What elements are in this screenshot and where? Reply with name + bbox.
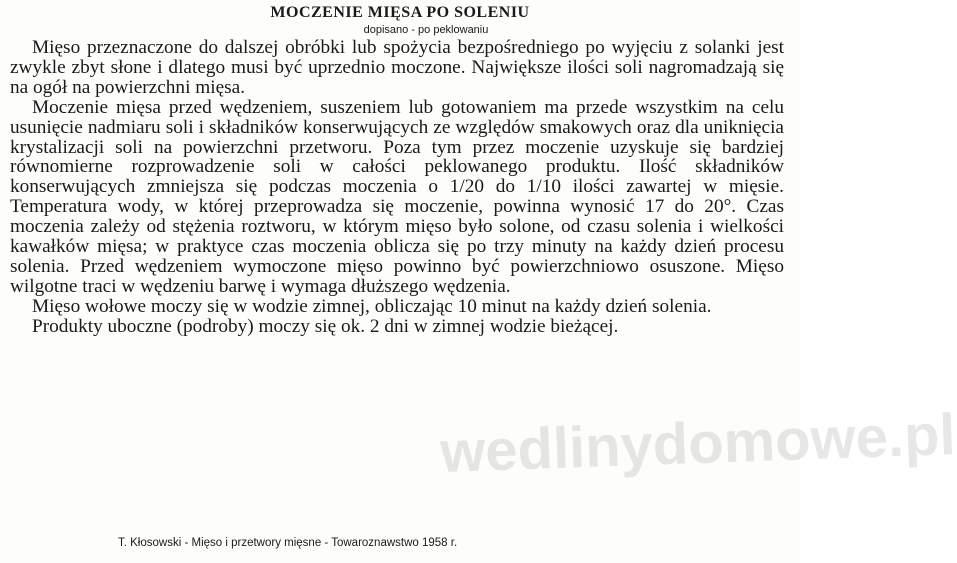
paragraph-2: Moczenie mięsa przed wędzeniem, suszeniem lub gotowaniem ma przede wszystkim na celu usunięcie nadmiaru soli i składników konserwujących ze względów smakowych oraz dla uniknięcia krystalizacji soli na powierzchni przetworu. Poza tym przez moczenie uzyskuje się bardziej równomierne rozprowadzenie soli w całości peklowanego produktu. Ilość składników konserwujących zmniejsza się podczas moczenia o 1/20 do 1/10 ilości zawartej w mięsie. Temperatura wody, w której przeprowadza się moczenie, powinna wynosić 17 do 20°. Czas moczenia zależy od stężenia roztworu, w którym mięso było solone, od czasu solenia i wielkości kawałków mięsa; w praktyce czas moczenia oblicza się po trzy minuty na każdy dzień procesu solenia. Przed wędzeniem wymoczone mięso powinno być powierzchniowo osuszone. Mięso wilgotne traci w wędzeniu barwę i wymaga dłuższego wędzenia. xyxy=(10,96,784,297)
paragraph-4: Produkty uboczne (podroby) moczy się ok. 2 dni w zimnej wodzie bieżącej. xyxy=(32,315,619,337)
watermark: wedlinydomowe.pl xyxy=(439,402,957,485)
article-body xyxy=(10,38,784,337)
source-citation: T. Kłosowski - Mięso i przetwory mięsne - Towaroznawstwo 1958 r. xyxy=(118,537,458,549)
paragraph-1: Mięso przeznaczone do dalszej obróbki lub spożycia bezpośredniego po wyjęciu z solanki jest zwykle zbyt słone i dlatego musi być uprzednio moczone. Największe ilości soli nagromadzają się na ogół na powierzchni mięsa. xyxy=(10,37,784,98)
paragraph-3: Mięso wołowe moczy się w wodzie zimnej, obliczając 10 minut na każdy dzień solenia. xyxy=(32,295,712,317)
page-title: MOCZENIE MIĘSA PO SOLENIU xyxy=(270,4,530,21)
subtitle-note: dopisano - po peklowaniu xyxy=(363,24,489,36)
